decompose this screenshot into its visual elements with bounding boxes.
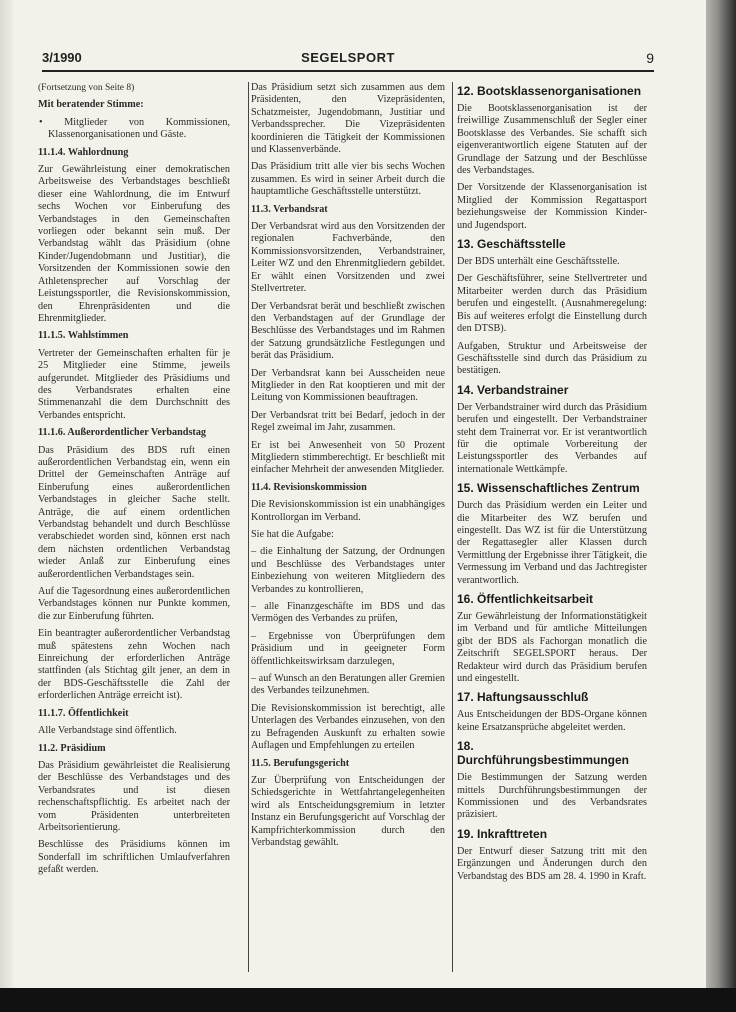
paragraph: Das Präsidium tritt alle vier bis sechs Wochen zusammen. Es wird in seiner Arbeit durch die hauptamtliche Geschäftsstelle unterstützt. (251, 161, 445, 198)
section-heading: 16. Öffentlichkeitsarbeit (457, 592, 594, 606)
book-binding-edge (706, 0, 736, 1012)
paragraph: Der Vorsitzende der Klassenorganisation ist Mitglied der Kommission Regattasport beziehungsweise der Kommission Kinder- und Jugendsport. (457, 182, 647, 231)
bullet-item: • Mitglieder von Kommissionen, Klassenorganisationen und Gäste. (39, 116, 230, 141)
paragraph: Zur Gewährleistung der Informationstätigkeit im Verband und für amtliche Mitteilungen gibt der BDS als Fachorgan monatlich die Zeitschrift SEGELSPORT heraus. Der Redakteur wird durch das Präsidium berufen und eingestellt. (457, 611, 647, 685)
page-header (42, 48, 654, 72)
section-heading: 17. Haftungsausschluß (457, 690, 589, 705)
section-heading: 15. Wissenschaftliches Zentrum (457, 481, 640, 496)
paragraph: Der Verbandsrat tritt bei Bedarf, jedoch in der Regel zweimal im Jahr, zusammen. (251, 409, 445, 434)
paragraph: Das Präsidium des BDS ruft einen außerordentlichen Verbandstag ein, wenn ein Drittel der Gemeinschaften Anträge auf Einberufung eines außerordentlichen Verbandstages in gleicher Sache stellt. Anträge, die auf einem ordentlichen Verbandstag behandelt und durch Beschlüsse verabschiedet worden sind, können erst nach dem nächsten ordentlichen Verbandstag wieder Anlaß zur Einberufung eines außerordentlichen Verbandstages sein. (38, 444, 230, 580)
paragraph: Der Entwurf dieser Satzung tritt mit den Ergänzungen und Änderungen durch den Verbandstag des BDS am 28. 4. 1990 in Kraft. (457, 845, 647, 882)
section-heading: 11.1.5. Wahlstimmen (38, 330, 129, 342)
paragraph: Auf die Tagesordnung eines außerordentlichen Verbandstages können nur Punkte kommen, die zur Einberufung führten. (38, 586, 230, 622)
paragraph: Alle Verbandstage sind öffentlich. (38, 725, 177, 737)
paragraph: Durch das Präsidium werden ein Leiter und die Mitarbeiter des WZ berufen und eingestellt. Das WZ ist für die Unterstützung der Regattasegler aller Klassen durch Vermittlung der Ergebnisse ihrer Tätigkeit, die Vermessung im Verband und das Jachtregister verantwortlich. (457, 500, 647, 586)
magazine-title: SEGELSPORT (301, 50, 395, 65)
column-right (452, 82, 647, 972)
list-item: – Ergebnisse von Überprüfungen dem Präsidium und in geeigneter Form öffentlichkeitswirksam darzulegen, (251, 630, 445, 667)
section-heading: 11.1.4. Wahlordnung (38, 146, 129, 158)
scan-border (0, 988, 736, 1012)
paragraph: Zur Überprüfung von Entscheidungen der Schiedsgerichte in Wettfahrtangelegenheiten wird als Entscheidungsgremium in letzter Instanz ein Berufungsgericht auf Vorschlag der Kampfrichterkommission durch den Verbandstag gewählt. (251, 774, 445, 848)
list-item: – auf Wunsch an den Beratungen aller Gremien des Verbandes teilzunehmen. (251, 673, 445, 697)
column-middle (248, 82, 445, 972)
paragraph: Er ist bei Anwesenheit von 50 Prozent Mitgliedern stimmberechtigt. Er beschließt mit einfacher Mehrheit der anwesenden Mitglieder. (251, 439, 445, 476)
issue-number: 3/1990 (42, 50, 82, 65)
section-heading: 11.4. Revisionskommission (251, 481, 367, 493)
paragraph: Der Verbandstrainer wird durch das Präsidium berufen und eingestellt. Der Verbandstrainer steht dem Trainerrat vor. Er ist verantwortlich für die optimale Vorbereitung der Leistungssportler des Verbandes auf internationale Wettkämpfe. (457, 401, 647, 475)
paragraph: Sie hat die Aufgabe: (251, 529, 334, 540)
paragraph: Zur Gewährleistung einer demokratischen Arbeitsweise des Verbandstages beschließt dieser eine Wahlordnung, die im Entwurf sechs Wochen vor Einberufung des Verbandstages in den Gemeinschaften vorliegen oder bekannt sein muß. Der Verbandstag wählt das Präsidium (ohne Kinder/Jugendobmann und Justitiar), die Vorsitzenden der Kommissionen sowie den Athletensprecher auf Vorschlag der Leistungssportler, die Revisionskommission, den Ehrenpräsidenten und die Ehrenmitglieder. (38, 164, 230, 324)
paragraph: Der Verbandsrat berät und beschließt zwischen den Verbandstagen auf der Grundlage der Beschlüsse des Verbandstages und im Rahmen der Satzung grundsätzliche Festlegungen und berät das Präsidium. (251, 300, 445, 362)
section-heading: 11.1.6. Außerordentlicher Verbandstag (38, 427, 207, 439)
continuation-note: (Fortsetzung von Seite 8) (38, 83, 135, 93)
section-heading: 11.5. Berufungsgericht (251, 757, 350, 769)
paragraph: Ein beantragter außerordentlicher Verbandstag muß spätestens zehn Wochen nach Einreichung der erforderlichen Anträge stattfinden (als Stichtag gilt jener, an dem in der BDS-Geschäftsstelle die Zahl der erforderlichen Anträge erreicht ist). (38, 628, 230, 702)
paragraph: Vertreter der Gemeinschaften erhalten für je 25 Mitglieder eine Stimme, jeweils aufgerundet. Mitglieder des Präsidiums und des Verbandsrates erhalten eine Stimmenanzahl die dem Durchschnitt des Verbandes entspricht. (38, 347, 230, 421)
paragraph: Aus Entscheidungen der BDS-Organe können keine Ersatzansprüche abgeleitet werden. (457, 709, 647, 733)
section-heading: Mit beratender Stimme: (38, 99, 144, 111)
paragraph: Die Bootsklassenorganisation ist der freiwillige Zusammenschluß der Segler einer Bootsklasse des Verbandes. Sie schafft sich eigenverantwortlich eigene Statuten auf der Grundlage der Satzung und der Beschlüsse des Verbandstages. (457, 103, 647, 177)
section-heading: 14. Verbandstrainer (457, 382, 569, 397)
paragraph: Beschlüsse des Präsidiums können im Sonderfall im schriftlichen Umlaufverfahren gefaßt werden. (38, 839, 230, 876)
section-heading: 18. Durchführungsbestimmungen (457, 739, 630, 768)
paragraph: Der Verbandsrat wird aus den Vorsitzenden der regionalen Fachverbände, den Kommissionsvorsitzenden, Verbandstrainer, Leiter WZ und den Ehrenmitgliedern gebildet. Er wählt einen Vorsitzenden und zwei Stellvertreter. (251, 221, 445, 295)
section-heading: 13. Geschäftsstelle (457, 237, 566, 252)
paragraph: Die Revisionskommission ist ein unabhängiges Kontrollorgan im Verband. (251, 499, 445, 523)
paragraph: Das Präsidium setzt sich zusammen aus dem Präsidenten, den Vizepräsidenten, Schatzmeister, Jugendobmann, Justitiar und Verbandssprecher. Die Vizepräsidenten koordinieren die Tätigkeit der Kommissionen und Klassenverbände. (251, 82, 445, 156)
section-heading: 11.2. Präsidium (38, 742, 106, 754)
paragraph: Die Bestimmungen der Satzung werden mittels Durchführungsbestimmungen der Kommissionen und des Verbandsrates präzisiert. (457, 772, 647, 821)
paragraph: Aufgaben, Struktur und Arbeitsweise der Geschäftsstelle sind durch das Präsidium zu bestätigen. (457, 340, 647, 377)
paragraph: Der Geschäftsführer, seine Stellvertreter und Mitarbeiter werden durch das Präsidium berufen und eingestellt. (Ausnahmeregelung: Bis auf weiteres erfolgt die Einstellung durch den DTSB). (457, 273, 647, 335)
previous-page-edge (0, 0, 14, 1012)
list-item: – alle Finanzgeschäfte im BDS und das Vermögen des Verbandes zu prüfen, (251, 601, 445, 625)
section-heading: 19. Inkrafttreten (457, 826, 548, 841)
paragraph: Der Verbandsrat kann bei Ausscheiden neue Mitglieder in den Rat kooptieren und mit der Leitung von Kommissionen beauftragen. (251, 367, 445, 404)
section-heading: 11.3. Verbandsrat (251, 203, 328, 215)
list-item: – die Einhaltung der Satzung, der Ordnungen und Beschlüsse des Verbandstages unter Einbeziehung von weiteren Mitgliedern des Verbandes zu kontrollieren, (251, 546, 445, 595)
paragraph: Das Präsidium gewährleistet die Realisierung der Beschlüsse des Verbandstages und des Verbandsrates und ist diesen rechenschaftspflichtig. Es arbeitet nach der vom Präsidenten unterbreiteten Arbeitsorientierung. (38, 759, 230, 833)
section-heading: 11.1.7. Öffentlichkeit (38, 707, 129, 719)
paragraph: Die Revisionskommission ist berechtigt, alle Unterlagen des Verbandes einzusehen, von den zu Befragenden Auskunft zu erhalten sowie Auflagen und Empfehlungen zu erteilen (251, 702, 445, 752)
column-left (38, 82, 230, 972)
page-number: 9 (646, 50, 654, 66)
section-heading: 12. Bootsklassenorganisationen (457, 84, 642, 98)
paragraph: Der BDS unterhält eine Geschäftsstelle. (457, 256, 620, 268)
